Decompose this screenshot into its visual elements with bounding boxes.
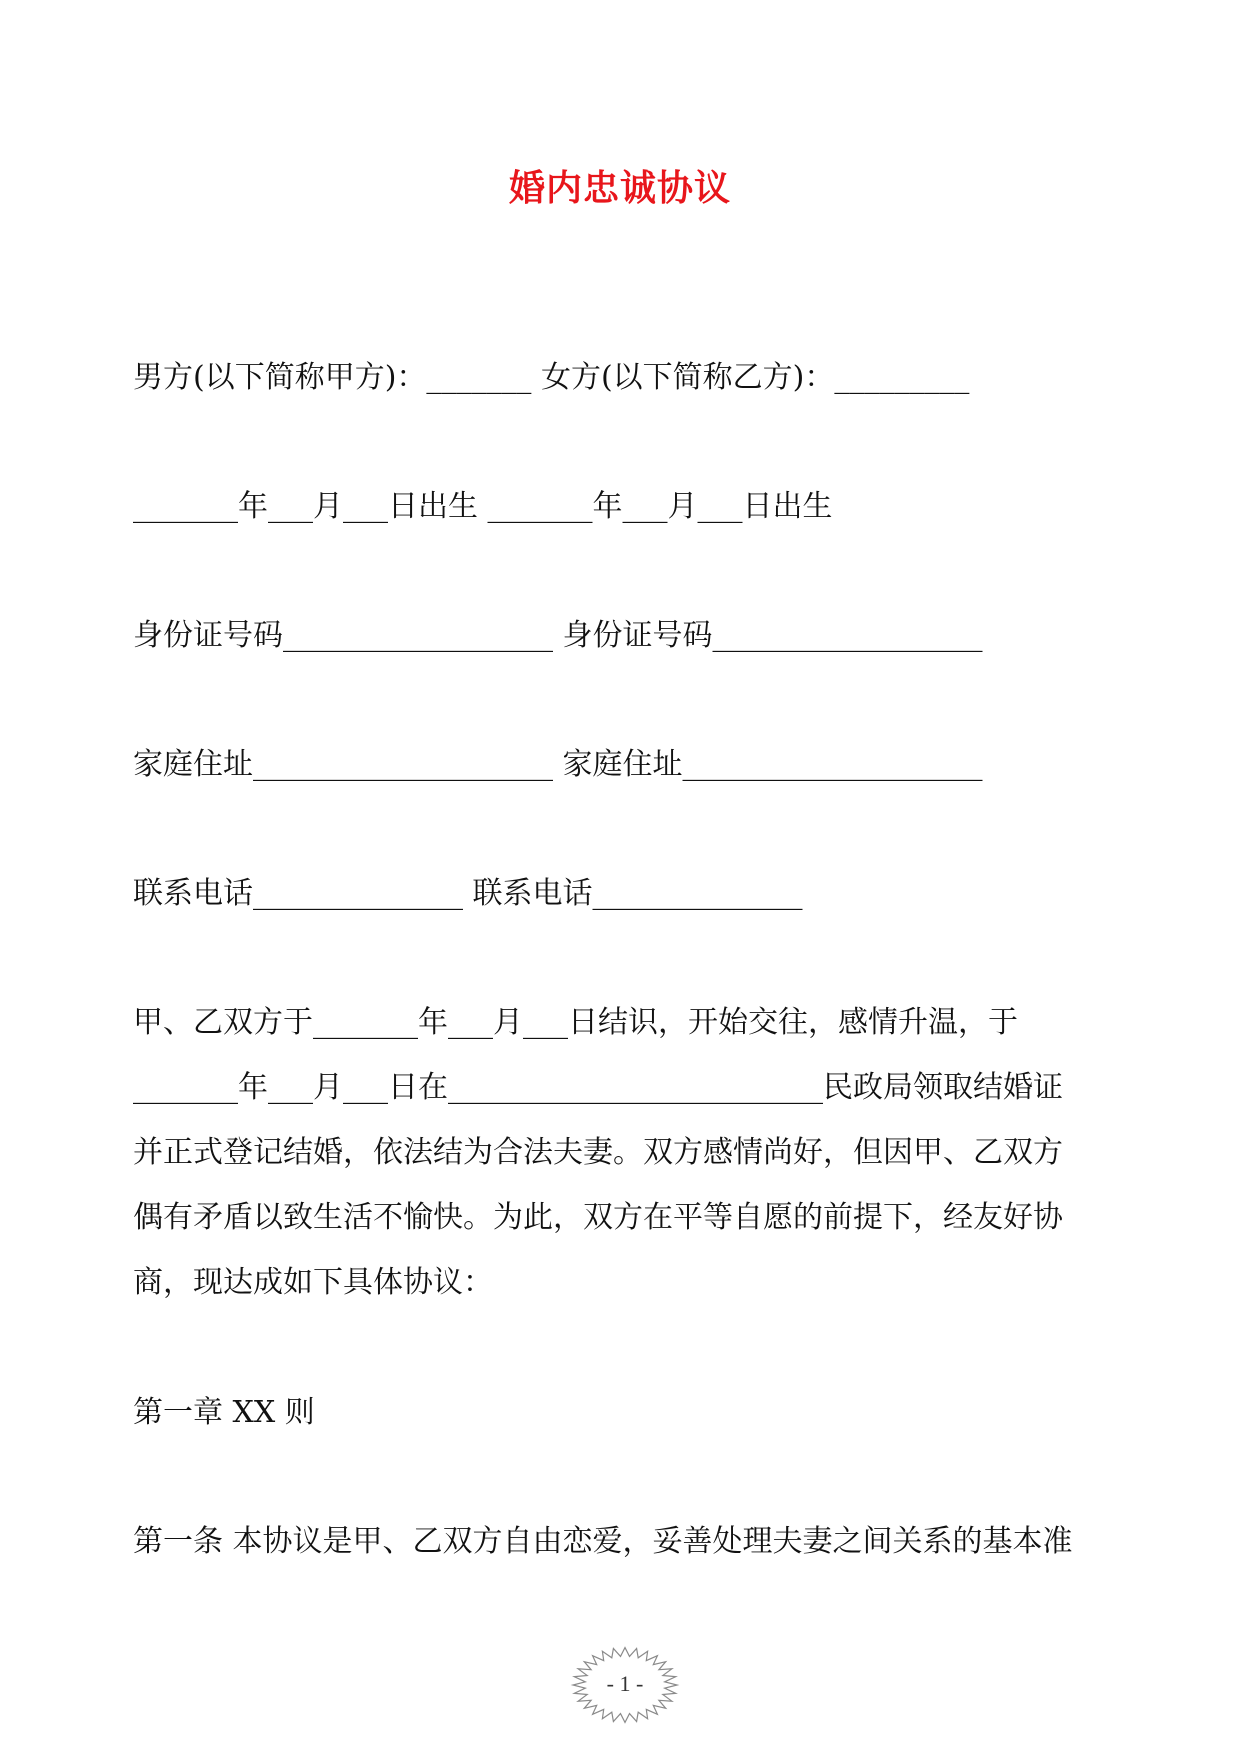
page-footer bbox=[570, 1645, 680, 1725]
chapter-heading: 第一章 XX 则 bbox=[133, 1395, 315, 1430]
parties-line: 男方(以下简称甲方)：_______ 女方(以下简称乙方)：_________ bbox=[133, 360, 970, 395]
paragraph-line: 偶有矛盾以致生活不愉快。为此，双方在平等自愿的前提下，经友好协 bbox=[133, 1200, 1063, 1235]
paragraph-line: 并正式登记结婚，依法结为合法夫妻。双方感情尚好，但因甲、乙双方 bbox=[133, 1135, 1063, 1170]
document-title: 婚内忠诚协议 bbox=[508, 168, 731, 209]
paragraph-line: _______年___月___日在_________________________民政局领取结婚证 bbox=[133, 1070, 1063, 1105]
id-number-line: 身份证号码__________________ 身份证号码__________________ bbox=[133, 618, 983, 653]
paragraph-line: 甲、乙双方于_______年___月___日结识，开始交往，感情升温，于 bbox=[133, 1005, 1018, 1040]
phone-line: 联系电话______________ 联系电话______________ bbox=[133, 876, 803, 911]
birth-date-line: _______年___月___日出生 _______年___月___日出生 bbox=[133, 489, 833, 524]
address-line: 家庭住址____________________ 家庭住址____________________ bbox=[133, 747, 983, 782]
intro-paragraph bbox=[133, 990, 1117, 1315]
page-number: - 1 - bbox=[606, 1671, 644, 1696]
article-1: 第一条 本协议是甲、乙双方自由恋爱，妥善处理夫妻之间关系的基本准 bbox=[133, 1524, 1073, 1559]
paragraph-line: 商，现达成如下具体协议： bbox=[133, 1265, 493, 1300]
